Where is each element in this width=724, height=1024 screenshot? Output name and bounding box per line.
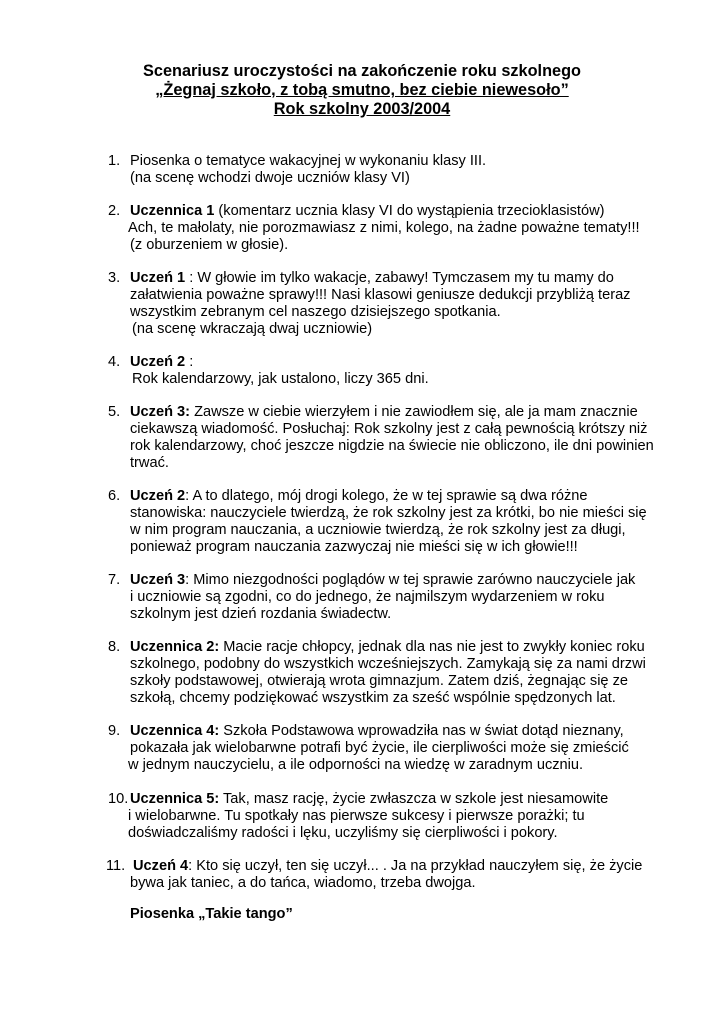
item-line: wszystkim zebranym cel naszego dzisiejszego spotkania. xyxy=(130,304,501,320)
item-number: 5. xyxy=(108,404,121,420)
item-line: pokazała jak wielobarwne potrafi być życie, ile cierpliwości może się zmieścić xyxy=(130,740,629,756)
item-line: rok kalendarzowy, choć jeszcze nigdzie na świecie nie obliczono, ile dni powinien xyxy=(130,438,654,454)
item-number: 9. xyxy=(108,723,121,739)
item-text: Tak, masz rację, życie zwłaszcza w szkole jest niesamowite xyxy=(219,791,609,807)
item-line: w jednym nauczycielu, a ile odporności na wiedzę w zaradnym uczniu. xyxy=(128,757,584,773)
item-line xyxy=(130,354,193,371)
item-text: Piosenka o tematyce wakacyjnej w wykonaniu klasy III. xyxy=(130,153,487,169)
item-text: Macie racje chłopcy, jednak dla nas nie jest to zwykły koniec roku xyxy=(219,639,645,655)
item-text: : W głowie im tylko wakacje, zabawy! Tymczasem my tu mamy do xyxy=(185,270,614,286)
item-line xyxy=(130,572,635,589)
item-line: doświadczaliśmy radości i lęku, uczyliśmy się cierpliwości i pokory. xyxy=(128,825,558,841)
item-line xyxy=(130,639,645,656)
item-number: 11. xyxy=(106,858,126,874)
item-text: Zawsze w ciebie wierzyłem i nie zawiodłem się, ale ja mam znacznie xyxy=(190,404,638,420)
item-line xyxy=(130,203,605,220)
speaker-name: Uczennica 2: xyxy=(130,639,220,655)
item-text: : xyxy=(185,354,194,370)
closing-song: Piosenka „Takie tango” xyxy=(130,906,293,922)
speaker-name: Uczennica 1 xyxy=(130,203,215,219)
speaker-name: Uczeń 2 xyxy=(130,488,186,504)
item-number: 8. xyxy=(108,639,121,655)
item-line: szkoły podstawowej, otwierają wrota gimnazjum. Zatem dziś, żegnając się ze xyxy=(130,673,629,689)
speaker-name: Uczeń 4 xyxy=(133,858,189,874)
item-number: 7. xyxy=(108,572,121,588)
speaker-name: Uczennica 4: xyxy=(130,723,220,739)
item-line xyxy=(133,858,642,875)
speaker-name: Uczennica 5: xyxy=(130,791,220,807)
item-line: Rok kalendarzowy, jak ustalono, liczy 365 dni. xyxy=(132,371,429,387)
item-number: 2. xyxy=(108,203,121,219)
item-number: 10. xyxy=(108,791,129,807)
school-year: Rok szkolny 2003/2004 xyxy=(273,100,451,118)
item-line xyxy=(130,791,608,808)
item-text: (komentarz ucznia klasy VI do wystąpienia trzecioklasistów) xyxy=(214,203,605,219)
item-line xyxy=(130,488,588,505)
item-line: i uczniowie są zgodni, co do jednego, że najmilszym wydarzeniem w roku xyxy=(130,589,605,605)
speaker-name: Uczeń 3: xyxy=(130,404,191,420)
item-line: w nim program nauczania, a uczniowie twierdzą, że rok szkolny jest za długi, xyxy=(130,522,626,538)
item-line xyxy=(130,723,624,740)
item-line: (na scenę wkraczają dwaj uczniowie) xyxy=(132,321,373,337)
item-line: ponieważ program nauczania zazwyczaj nie mieści się w ich głowie!!! xyxy=(130,539,578,555)
item-line: bywa jak taniec, a do tańca, wiadomo, trzeba dwojga. xyxy=(130,875,476,891)
item-line: (z oburzeniem w głosie). xyxy=(130,237,289,253)
speaker-name: Uczeń 1 xyxy=(130,270,186,286)
item-text: : Kto się uczył, ten się uczył... . Ja na przykład nauczyłem się, że życie xyxy=(188,858,643,874)
item-text: : Mimo niezgodności poglądów w tej sprawie zarówno nauczyciele jak xyxy=(185,572,636,588)
item-line: szkołą, chcemy podziękować wszystkim za sześć wspólnie spędzonych lat. xyxy=(130,690,616,706)
item-text: : A to dlatego, mój drogi kolego, że w tej sprawie są dwa różne xyxy=(185,488,588,504)
item-line xyxy=(130,270,614,287)
item-line: stanowiska: nauczyciele twierdzą, że rok szkolny jest za krótki, bo nie mieści się xyxy=(130,505,647,521)
speaker-name: Uczeń 3 xyxy=(130,572,186,588)
item-line: Ach, te małolaty, nie porozmawiasz z nimi, kolego, na żadne poważne tematy!!! xyxy=(128,220,640,236)
item-number: 1. xyxy=(108,153,121,169)
item-number: 4. xyxy=(108,354,121,370)
item-line: (na scenę wchodzi dwoje uczniów klasy VI) xyxy=(130,170,410,186)
document-subtitle: „Żegnaj szkoło, z tobą smutno, bez ciebie niewesoło” xyxy=(155,81,569,99)
document-title: Scenariusz uroczystości na zakończenie roku szkolnego xyxy=(143,62,581,80)
item-number: 3. xyxy=(108,270,121,286)
item-line: szkolnym jest dzień rozdania świadectw. xyxy=(130,606,392,622)
item-line: załatwienia poważne sprawy!!! Nasi klasowi geniusze dedukcji przybliżą teraz xyxy=(130,287,631,303)
item-line: trwać. xyxy=(130,455,169,471)
speaker-name: Uczeń 2 xyxy=(130,354,186,370)
item-line: szkolnego, podobny do wszystkich wcześniejszych. Zamykają się za nami drzwi xyxy=(130,656,646,672)
item-line: i wielobarwne. Tu spotkały nas pierwsze sukcesy i pierwsze porażki; tu xyxy=(128,808,585,824)
item-text: Szkoła Podstawowa wprowadziła nas w świat dotąd nieznany, xyxy=(219,723,624,739)
item-line: ciekawszą wiadomość. Posłuchaj: Rok szkolny jest z całą pewnością krótszy niż xyxy=(130,421,648,437)
item-number: 6. xyxy=(108,488,121,504)
item-line xyxy=(130,404,638,421)
item-line xyxy=(130,153,486,170)
